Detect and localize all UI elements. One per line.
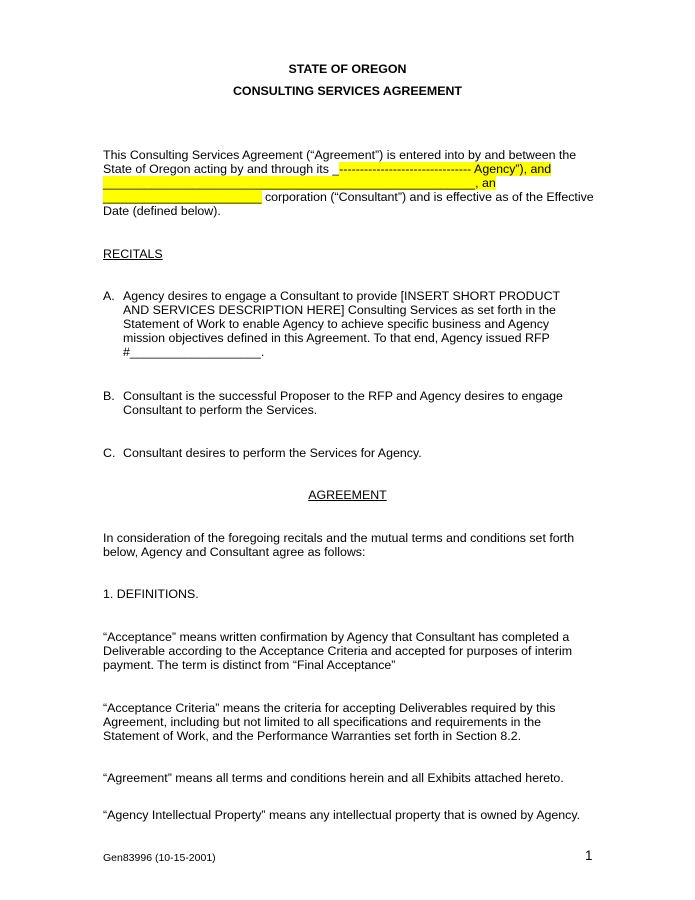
recital-a-line: #___________________. (123, 345, 265, 359)
definition-line: payment. The term is distinct from “Final Acceptance” (103, 658, 396, 672)
definition-line: Deliverable according to the Acceptance Criteria and accepted for purposes of interim (103, 644, 573, 658)
intro-line-1: This Consulting Services Agreement (“Agreement”) is entered into by and between the (103, 148, 577, 162)
intro-line-5: Date (defined below). (103, 204, 221, 218)
agreement-heading: AGREEMENT (308, 488, 387, 502)
definition-line: Agreement, including but not limited to all specifications and requirements in the (103, 715, 542, 729)
recital-a-line: Agency desires to engage a Consultant to provide [INSERT SHORT PRODUCT (123, 289, 561, 303)
form-id: Gen83996 (10-15-2001) (103, 852, 216, 864)
recital-b-line: Consultant is the successful Proposer to the RFP and Agency desires to engage (123, 389, 563, 403)
agreement-intro-line: below, Agency and Consultant agree as follows: (103, 545, 366, 559)
title-agreement: CONSULTING SERVICES AGREEMENT (232, 84, 463, 98)
recital-b-line: Consultant to perform the Services. (123, 403, 318, 417)
intro-line-3-tail: , an (475, 176, 496, 190)
recitals-heading: RECITALS (103, 247, 163, 261)
page-number: 1 (585, 848, 593, 863)
intro-line-2-start: State of Oregon acting by and through its _ (103, 162, 340, 176)
intro-line-2 (103, 162, 551, 176)
definition-line: “Agreement” means all terms and conditions herein and all Exhibits attached hereto. (103, 771, 564, 785)
definition-line: “Acceptance Criteria” means the criteria for accepting Deliverables required by this (103, 701, 556, 715)
recital-a-line: AND SERVICES DESCRIPTION HERE] Consulting Services as set forth in the (123, 303, 556, 317)
recital-a-marker: A. (103, 289, 115, 303)
recital-c-line: Consultant desires to perform the Services for Agency. (123, 446, 422, 460)
definition-line: Statement of Work, and the Performance Warranties set forth in Section 8.2. (103, 729, 522, 743)
intro-line-4-tail: corporation (“Consultant”) and is effective as of the Effective (261, 190, 594, 204)
intro-line-4 (103, 190, 594, 204)
title-state: STATE OF OREGON (288, 62, 407, 76)
recital-a-line: Statement of Work to enable Agency to achieve specific business and Agency (123, 317, 550, 331)
section-definitions-heading: 1. DEFINITIONS. (103, 587, 199, 601)
agreement-intro-line: In consideration of the foregoing recitals and the mutual terms and conditions set forth (103, 531, 575, 545)
intro-line-3 (103, 176, 496, 190)
recital-c-marker: C. (103, 446, 116, 460)
corporation-state-blank: _______________________ (103, 190, 262, 204)
definition-line: “Agency Intellectual Property” means any intellectual property that is owned by Agency. (103, 808, 581, 822)
agency-name-blank: -------------------------------- Agency”), and (339, 162, 552, 176)
definition-line: “Acceptance” means written confirmation by Agency that Consultant has completed a (103, 630, 570, 644)
recital-a-line: mission objectives defined in this Agreement. To that end, Agency issued RFP (123, 331, 550, 345)
consultant-name-blank: ______________________________________________________ (103, 176, 476, 190)
recital-b-marker: B. (103, 389, 115, 403)
